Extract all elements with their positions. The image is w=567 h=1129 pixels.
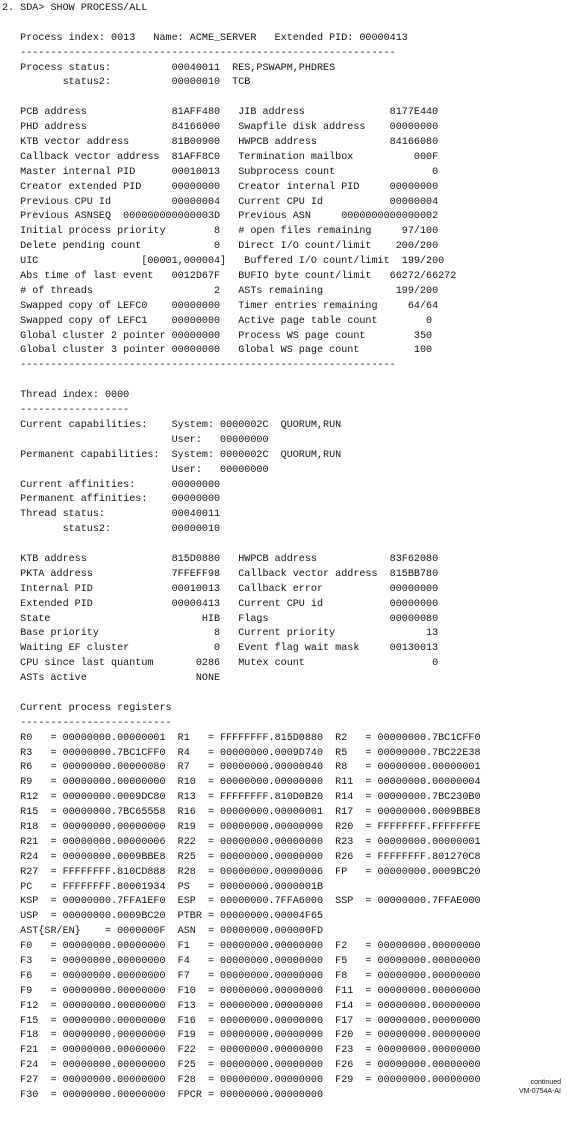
console-line: Current capabilities: System: 0000002C QUORUM,RUN (2, 419, 342, 431)
console-line: R15 = 00000000.7BC65558 R16 = 00000000.00000001 R17 = 00000000.0009BBE8 (2, 807, 481, 819)
console-line: 2. SDA> SHOW PROCESS/ALL (2, 3, 148, 14)
console-line: -------------------------------------------------------------- (2, 47, 396, 59)
console-line: Process index: 0013 Name: ACME_SERVER Extended PID: 00000413 (2, 32, 408, 44)
console-line: R27 = FFFFFFFF.810CD888 R28 = 00000000.00000006 FP = 00000000.0009BC20 (2, 866, 481, 878)
console-line: PCB address 81AFF480 JIB address 8177E440 (2, 107, 439, 119)
console-line: Permanent capabilities: System: 0000002C QUORUM,RUN (2, 449, 342, 461)
console-line (2, 538, 481, 553)
console-line: Delete pending count 0 Direct I/O count/limit 200/200 (2, 241, 439, 253)
console-line: Master internal PID 00010013 Subprocess count 0 (2, 166, 439, 178)
console-line: KTB vector address 81B00900 HWPCB address 84166080 (2, 137, 439, 149)
console-line: Waiting EF cluster 0 Event flag wait mask 00130013 (2, 643, 439, 655)
console-line: R24 = 00000000.0009BBE8 R25 = 00000000.00000000 R26 = FFFFFFFF.801270C8 (2, 851, 481, 863)
console-line: R12 = 00000000.0009DC80 R13 = FFFFFFFF.810D0B20 R14 = 00000000.7BC230B0 (2, 792, 481, 804)
console-line: KTB address 815D0880 HWPCB address 83F62080 (2, 553, 439, 565)
console-line: F3 = 00000000.00000000 F4 = 00000000.00000000 F5 = 00000000.00000000 (2, 956, 481, 967)
console-line: F24 = 00000000.00000000 F25 = 00000000.00000000 F26 = 00000000.00000000 (2, 1060, 481, 1072)
console-line: Thread index: 0000 (2, 390, 130, 402)
console-line (2, 91, 481, 106)
console-line: Current process registers (2, 702, 172, 714)
figure-footer (519, 1078, 561, 1096)
console-line: Swapped copy of LEFC0 00000000 Timer entries remaining 64/64 (2, 300, 439, 312)
console-line: F0 = 00000000.00000000 F1 = 00000000.00000000 F2 = 00000000.00000000 (2, 941, 481, 953)
console-line: User: 00000000 (2, 434, 269, 446)
console-line: F27 = 00000000.00000000 F28 = 00000000.00000000 F29 = 00000000.00000000 (2, 1075, 481, 1087)
console-line: Callback vector address 81AFF8C0 Termination mailbox 000F (2, 151, 439, 163)
console-line: F18 = 00000000.00000000 F19 = 00000000.00000000 F20 = 00000000.00000000 (2, 1030, 481, 1042)
console-line: Creator extended PID 00000000 Creator internal PID 00000000 (2, 181, 439, 193)
console-line: Current affinities: 00000000 (2, 479, 221, 491)
figure-id: VM-0754A-AI (518, 1088, 561, 1095)
console-line: -------------------------------------------------------------- (2, 360, 396, 372)
console-line (2, 687, 481, 702)
console-line: USP = 00000000.0009BC20 PTBR = 00000000.00004F65 (2, 911, 324, 923)
console-line: AST{SR/EN} = 0000000F ASN = 00000000.000000FD (2, 926, 324, 938)
console-line: Internal PID 00010013 Callback error 00000000 (2, 583, 439, 595)
continued-label: continued (530, 1079, 561, 1086)
console-line: R9 = 00000000.00000000 R10 = 00000000.00000000 R11 = 00000000.00000004 (2, 777, 481, 789)
console-line: Extended PID 00000413 Current CPU id 00000000 (2, 598, 439, 610)
console-line (2, 374, 481, 389)
console-line: Global cluster 3 pointer 00000000 Global WS page count 100 (2, 345, 433, 357)
console-line: Swapped copy of LEFC1 00000000 Active page table count 0 (2, 315, 433, 327)
console-line: ------------------ (2, 405, 130, 417)
console-line: R6 = 00000000.00000080 R7 = 00000000.00000040 R8 = 00000000.00000001 (2, 762, 481, 774)
console-line: Process status: 00040011 RES,PSWAPM,PHDRES (2, 62, 336, 74)
console-line: R21 = 00000000.00000006 R22 = 00000000.00000000 R23 = 00000000.00000001 (2, 836, 481, 848)
console-line: PC = FFFFFFFF.80001934 PS = 00000000.0000001B (2, 881, 324, 893)
console-line: Abs time of last event 0012D67F BUFIO byte count/limit 66272/66272 (2, 271, 457, 283)
console-line: Permanent affinities: 00000000 (2, 494, 221, 506)
console-line: Previous CPU Id 00000004 Current CPU Id 00000004 (2, 196, 439, 208)
console-line: F9 = 00000000.00000000 F10 = 00000000.00000000 F11 = 00000000.00000000 (2, 985, 481, 997)
console-line: F6 = 00000000.00000000 F7 = 00000000.00000000 F8 = 00000000.00000000 (2, 970, 481, 982)
sda-console-output (2, 2, 481, 1104)
console-line: status2: 00000010 (2, 524, 221, 536)
console-line: UIC [00001,000004] Buffered I/O count/limit 199/200 (2, 256, 445, 268)
console-line: ASTs active NONE (2, 673, 221, 685)
console-line: R0 = 00000000.00000001 R1 = FFFFFFFF.815D0880 R2 = 00000000.7BC1CFF0 (2, 732, 481, 744)
console-line: PKTA address 7FFEFF98 Callback vector address 815BB780 (2, 568, 439, 580)
console-line: State HIB Flags 00000080 (2, 613, 439, 625)
console-line: F21 = 00000000.00000000 F22 = 00000000.00000000 F23 = 00000000.00000000 (2, 1045, 481, 1057)
console-line: F15 = 00000000.00000000 F16 = 00000000.00000000 F17 = 00000000.00000000 (2, 1015, 481, 1027)
console-line: PHD address 84166000 Swapfile disk address 00000000 (2, 122, 439, 134)
console-line: Previous ASNSEQ 000000000000003D Previous ASN 0000000000000002 (2, 211, 439, 223)
console-line: Thread status: 00040011 (2, 509, 221, 521)
console-line: KSP = 00000000.7FFA1EF0 ESP = 00000000.7FFA6000 SSP = 00000000.7FFAE000 (2, 896, 481, 908)
console-line: CPU since last quantum 0286 Mutex count 0 (2, 658, 439, 670)
console-line: User: 00000000 (2, 464, 269, 476)
console-line: R3 = 00000000.7BC1CFF0 R4 = 00000000.0009D740 R5 = 00000000.7BC22E38 (2, 747, 481, 759)
console-line: # of threads 2 ASTs remaining 199/200 (2, 285, 439, 297)
console-line: R18 = 00000000.00000000 R19 = 00000000.00000000 R20 = FFFFFFFF.FFFFFFFE (2, 821, 481, 833)
console-line: F30 = 00000000.00000000 FPCR = 00000000.00000000 (2, 1090, 324, 1102)
console-line: Base priority 8 Current priority 13 (2, 628, 439, 640)
console-line: status2: 00000010 TCB (2, 77, 251, 89)
console-line: Global cluster 2 pointer 00000000 Process WS page count 350 (2, 330, 433, 342)
console-line: F12 = 00000000.00000000 F13 = 00000000.00000000 F14 = 00000000.00000000 (2, 1000, 481, 1012)
console-line: Initial process priority 8 # open files remaining 97/100 (2, 226, 439, 238)
console-line (2, 17, 481, 32)
console-line: ------------------------- (2, 717, 172, 729)
